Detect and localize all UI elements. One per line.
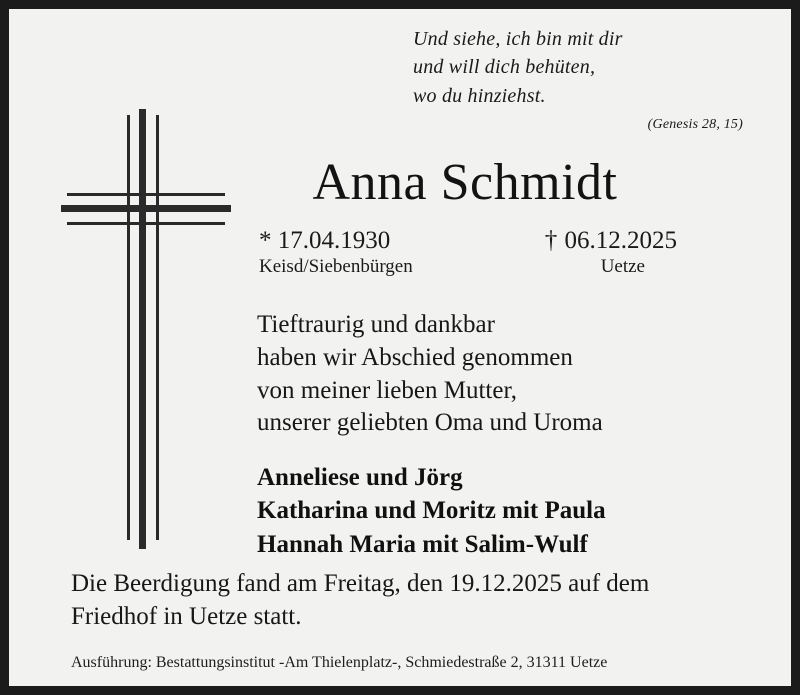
cross-vertical-right-line <box>156 115 159 540</box>
funeral-information <box>71 567 751 633</box>
death-date <box>545 227 677 255</box>
family-line-1: Anneliese und Jörg <box>257 464 463 491</box>
birth-symbol: * <box>259 227 272 254</box>
message-line-1: Tieftraurig und dankbar <box>257 311 495 338</box>
verse-source: (Genesis 28, 15) <box>647 117 743 133</box>
cross-horizontal-bottom-line <box>67 222 225 225</box>
obituary-inner <box>9 9 791 686</box>
family-line-2: Katharina und Moritz mit Paula <box>257 497 606 525</box>
life-dates <box>245 227 685 278</box>
verse-line-2: und will dich behüten, <box>413 56 596 79</box>
funeral-line-2: Friedhof in Uetze statt. <box>71 603 302 630</box>
birth-place: Keisd/Siebenbürgen <box>259 256 413 277</box>
cross-vertical-bar <box>139 109 146 549</box>
life-dates-row <box>245 227 685 255</box>
cross-horizontal-bar <box>61 205 231 212</box>
life-places-row <box>245 255 685 278</box>
christian-cross-icon <box>61 109 231 549</box>
bible-verse <box>413 25 753 135</box>
family-line-3: Hannah Maria mit Salim-Wulf <box>257 530 588 558</box>
family-names <box>257 461 727 561</box>
message-line-4: unserer geliebten Oma und Uroma <box>257 409 603 437</box>
funeral-home-credit: Ausführung: Bestattungsinstitut -Am Thielenplatz-, Schmiedestraße 2, 31311 Uetze <box>71 654 608 671</box>
mourning-message <box>257 309 727 440</box>
birth-date-value: 17.04.1930 <box>277 227 391 254</box>
message-line-2: haben wir Abschied genommen <box>257 343 573 371</box>
death-date-value: 06.12.2025 <box>564 227 677 254</box>
death-place: Uetze <box>600 256 645 277</box>
death-symbol: † <box>544 227 559 254</box>
verse-line-1: Und siehe, ich bin mit dir <box>413 28 623 50</box>
birth-date <box>259 227 390 255</box>
cross-horizontal-top-line <box>67 193 225 196</box>
verse-line-3: wo du hinziehst. <box>413 84 546 107</box>
funeral-line-1: Die Beerdigung fand am Freitag, den 19.12.2025 auf dem <box>71 570 650 597</box>
deceased-name: Anna Schmidt <box>312 154 618 211</box>
cross-vertical-left-line <box>127 115 130 540</box>
message-line-3: von meiner lieben Mutter, <box>257 376 518 404</box>
